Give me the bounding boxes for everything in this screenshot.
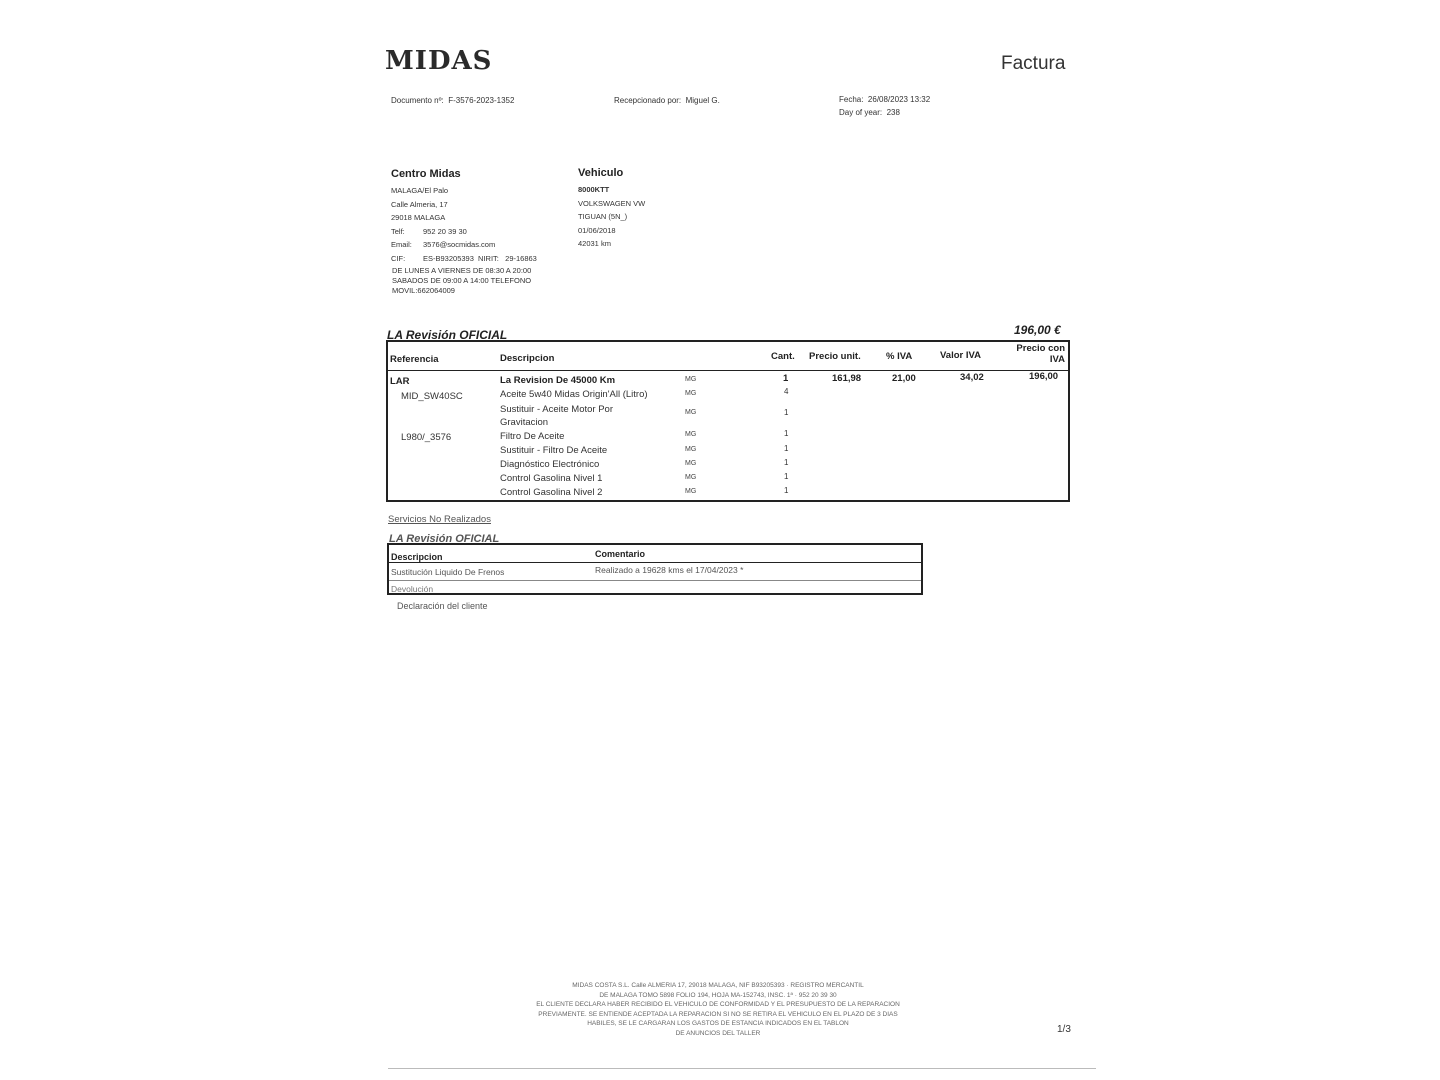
- day-label: Day of year:: [839, 108, 883, 117]
- centro-line: 29018 MALAGA: [391, 213, 446, 222]
- nirit-label: NIRIT:: [478, 253, 499, 263]
- row-mg: MG: [685, 474, 697, 481]
- nr-row-coment: Realizado a 19628 kms el 17/04/2023 *: [595, 565, 744, 575]
- vehiculo-line: 42031 km: [578, 239, 611, 248]
- nr-row-desc: Sustitución Liquido De Frenos: [391, 567, 505, 577]
- bottom-scan-line: [388, 1068, 1096, 1069]
- footer-line: EL CLIENTE DECLARA HABER RECIBIDO EL VEHICULO DE CONFORMIDAD Y EL PRESUPUESTO DE LA REPARACION: [536, 1001, 900, 1008]
- vehiculo-line: 8000KTT: [578, 185, 610, 194]
- col-iva-pct: % IVA: [886, 351, 913, 362]
- revision-title: LA Revisión OFICIAL: [387, 328, 508, 342]
- no-realizados-header-divider: [389, 562, 921, 563]
- nr-row-devolucion: Devolución: [391, 584, 434, 594]
- vehiculo-line: VOLKSWAGEN VW: [578, 198, 646, 208]
- col-precio-con-iva-line1: Precio con: [1016, 343, 1065, 354]
- row-ref: L980/_3576: [401, 432, 452, 443]
- vehiculo-line: 01/06/2018: [578, 225, 616, 235]
- vehiculo-title: Vehiculo: [578, 167, 624, 179]
- hours-line: MOVIL:662064009: [392, 286, 455, 295]
- col-precio-unit: Precio unit.: [809, 351, 861, 362]
- hours-line: DE LUNES A VIERNES DE 08:30 A 20:00: [392, 266, 532, 275]
- col-precio-con-iva: [1011, 343, 1065, 365]
- centro-line: Calle Almeria, 17: [391, 199, 448, 209]
- row-desc: Filtro De Aceite: [500, 431, 565, 442]
- col-precio-con-iva-line2: IVA: [1049, 354, 1065, 365]
- vehiculo-details: [578, 183, 645, 251]
- cif-label: CIF:: [391, 253, 406, 263]
- col-nr-comentario: Comentario: [595, 549, 646, 559]
- row-desc: La Revision De 45000 Km: [500, 375, 616, 386]
- no-realizados-row-divider: [389, 580, 921, 581]
- legal-footer: [518, 981, 918, 1038]
- centro-line: MALAGA/El Palo: [391, 186, 449, 195]
- col-referencia: Referencia: [390, 354, 439, 365]
- row-mg: MG: [685, 460, 697, 467]
- row-mg: MG: [685, 488, 697, 495]
- page-number: 1/3: [1057, 1024, 1071, 1035]
- no-realizados-subtitle: LA Revisión OFICIAL: [389, 533, 500, 545]
- footer-line: DE MALAGA TOMO 5898 FOLIO 194, HOJA MA-152743, INSC. 1ª · 952 20 39 30: [599, 991, 837, 999]
- day-value: 238: [886, 108, 900, 117]
- row-mg: MG: [685, 376, 697, 383]
- vehiculo-line: TIGUAN (5N_): [578, 212, 628, 221]
- row-desc: Sustituir - Aceite Motor Por: [500, 404, 613, 415]
- table-header-divider: [388, 370, 1068, 371]
- documento-label: Documento nº:: [391, 96, 444, 105]
- row-cant: 1: [784, 458, 789, 467]
- row-mg: MG: [685, 390, 697, 397]
- footer-line: HABILES, SE LE CARGARAN LOS GASTOS DE ESTANCIA INDICADOS EN EL TABLON: [587, 1020, 849, 1027]
- day-of-year-field: [839, 108, 900, 117]
- row-mg: MG: [685, 446, 697, 453]
- email-value: 3576@socmidas.com: [423, 240, 496, 249]
- row-desc: Sustituir - Filtro De Aceite: [500, 445, 608, 456]
- row-valor: 34,02: [960, 372, 984, 383]
- documento-field: [391, 96, 514, 105]
- row-iva: 21,00: [892, 373, 916, 384]
- document-title: Factura: [1001, 53, 1066, 74]
- fecha-value: 26/08/2023 13:32: [867, 95, 931, 104]
- no-realizados-title: Servicios No Realizados: [388, 514, 491, 525]
- row-desc: Aceite 5w40 Midas Origin'All (Litro): [500, 389, 648, 400]
- row-cant: 1: [784, 429, 789, 438]
- fecha-field: [839, 95, 930, 104]
- row-cant: 4: [784, 387, 789, 396]
- cif-value: ES-B93205393: [423, 253, 474, 263]
- row-cant: 1: [783, 373, 789, 384]
- recepcionado-value: Miguel G.: [685, 96, 720, 105]
- tel-label: Telf:: [391, 226, 405, 236]
- row-mg: MG: [685, 431, 697, 438]
- tel-value: 952 20 39 30: [423, 226, 467, 236]
- row-mg: MG: [685, 409, 697, 416]
- centro-title: Centro Midas: [391, 168, 461, 180]
- row-cant: 1: [784, 408, 789, 417]
- row-cant: 1: [784, 444, 789, 453]
- row-desc: Diagnóstico Electrónico: [500, 459, 600, 470]
- row-cant: 1: [784, 486, 789, 495]
- row-desc: Control Gasolina Nivel 1: [500, 473, 603, 484]
- midas-logo: MIDAS: [385, 46, 493, 76]
- col-nr-descripcion: Descripcion: [391, 552, 443, 562]
- declaracion-cliente: Declaración del cliente: [397, 601, 488, 611]
- row-total: 196,00: [1029, 371, 1059, 382]
- row-ref: MID_SW40SC: [401, 391, 463, 402]
- email-label: Email:: [391, 240, 412, 249]
- documento-value: F-3576-2023-1352: [448, 96, 515, 105]
- row-ref: LAR: [390, 376, 410, 387]
- fecha-label: Fecha:: [839, 95, 864, 104]
- footer-line: DE ANUNCIOS DEL TALLER: [675, 1029, 761, 1037]
- centro-tel: [391, 225, 537, 239]
- footer-line: MIDAS COSTA S.L. Calle ALMERIA 17, 29018 MALAGA, NIF B93205393 · REGISTRO MERCANTIL: [572, 982, 864, 989]
- row-cant: 1: [784, 472, 789, 481]
- hours-line: SABADOS DE 09:00 A 14:00 TELEFONO: [392, 276, 532, 285]
- centro-address: [391, 184, 537, 265]
- col-descripcion: Descripcion: [500, 353, 555, 364]
- recepcionado-field: [614, 96, 720, 105]
- revision-table: [386, 340, 1070, 502]
- centro-hours: [392, 266, 531, 296]
- revision-total: 196,00 €: [1014, 323, 1061, 337]
- row-desc-cont: Gravitacion: [500, 417, 549, 428]
- centro-cif: [391, 252, 537, 266]
- col-cant: Cant.: [771, 351, 795, 362]
- centro-email: [391, 238, 537, 252]
- nirit-value: 29-16863: [505, 253, 537, 263]
- row-precio: 161,98: [832, 373, 862, 384]
- row-desc: Control Gasolina Nivel 2: [500, 487, 603, 498]
- col-valor-iva: Valor IVA: [940, 350, 982, 361]
- recepcionado-label: Recepcionado por:: [614, 96, 682, 105]
- footer-line: PREVIAMENTE. SE ENTIENDE ACEPTADA LA REPARACION SI NO SE RETIRA EL VEHICULO EN EL PLAZO DE 3 DIAS: [538, 1010, 898, 1018]
